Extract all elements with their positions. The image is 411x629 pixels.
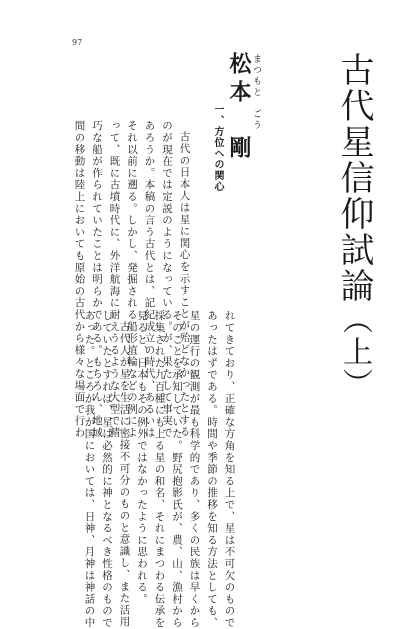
author-name: 松本 剛 bbox=[226, 52, 252, 164]
text-line: あろうか。本稿の言う古代とは、記紀成立の時代、あるいは bbox=[143, 120, 156, 439]
page-number: 97 bbox=[72, 38, 83, 47]
text-line: そのことを承知していた。野尻抱影氏が、農、山、漁村から bbox=[171, 310, 183, 629]
text-line: あった。ところが我が国においては、日神、月神は神話の中 bbox=[83, 310, 96, 629]
section-heading: 一、方位への関心 bbox=[212, 104, 223, 192]
text-line: って、既に古墳時代に、外洋航海に耐えうるような大型で精 bbox=[108, 120, 121, 439]
text-line: 見ると、日本もその例外ではなかったように思われる。 bbox=[136, 310, 148, 605]
text-line: 星の運行の観測が最も科学的であり、多くの民族は早くから bbox=[188, 310, 201, 629]
body-text-lower bbox=[80, 310, 238, 629]
text-line: 古代人が星を生活に密接不可分のものと意識し、また活用 bbox=[118, 321, 131, 628]
text-line: れてきており、正確な方角を知る上で、星は不可欠のもので bbox=[223, 310, 236, 629]
text-line: していたとすれば、星は必然的に神となるべき性格のもので bbox=[101, 310, 113, 629]
body-text-upper bbox=[70, 120, 193, 439]
text-line: のが現在では定説のようになっている。が、果たして事実で bbox=[161, 120, 173, 439]
text-line: 採集された九百種にも上る星の和名、それにまつわる伝承を bbox=[153, 310, 166, 629]
text-line: 古代の日本人は星に関心を示すことが殆どなかったとする bbox=[178, 131, 191, 438]
author-ruby: まつもと ごう bbox=[251, 54, 261, 131]
article-title-text: 古代星信仰試論 bbox=[334, 52, 374, 304]
text-line: それ以前に遡る。しかし、発掘される船形埴輪などの例によ bbox=[126, 120, 138, 439]
article-title bbox=[334, 52, 374, 400]
text-line: 間の移動は陸上においても原始の古代から様々な場面で行わ bbox=[73, 120, 86, 439]
text-line: あったはずである。時間や季節の推移を知る方法としても、 bbox=[206, 310, 218, 629]
article-title-part: （上） bbox=[337, 304, 372, 400]
text-line: 巧な船が作られていたことは明らかである。もちろん、地域 bbox=[91, 120, 103, 439]
